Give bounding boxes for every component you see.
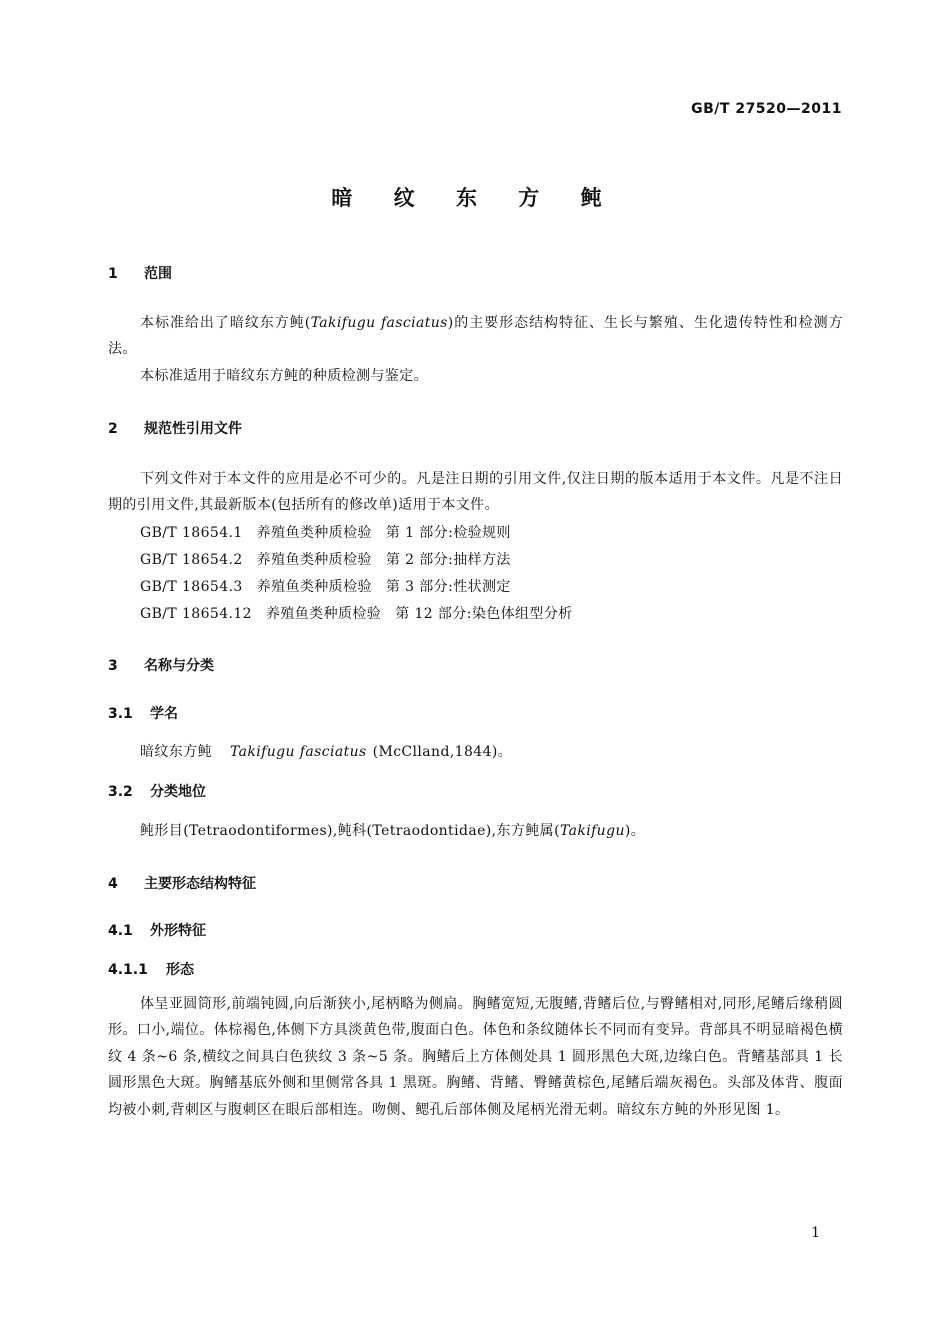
section-4-1-1-heading	[108, 959, 194, 979]
reference-item: GB/T 18654.12 养殖鱼类种质检验 第 12 部分:染色体组型分析	[140, 606, 573, 622]
section-number: 3.1	[108, 706, 133, 722]
scope-paragraph-2: 本标准适用于暗纹东方鲀的种质检测与鉴定。	[140, 368, 428, 384]
normative-refs-paragraph: 下列文件对于本文件的应用是必不可少的。凡是注日期的引用文件,仅注日期的版本适用于本文件。凡是不注日期的引用文件,其最新版本(包括所有的修改单)适用于本文件。	[108, 471, 843, 514]
section-number: 4.1.1	[108, 962, 148, 978]
section-title: 名称与分类	[144, 658, 214, 674]
section-title: 形态	[166, 962, 194, 978]
taxonomy-line: 鲀形目(Tetraodontiformes),鲀科(Tetraodontidae),东方鲀属(Takifugu)。	[140, 823, 646, 839]
section-title: 主要形态结构特征	[144, 876, 256, 892]
page-number: 1	[811, 1225, 820, 1241]
section-2-heading	[108, 418, 242, 438]
morphology-paragraph: 体呈亚圆筒形,前端钝圆,向后渐狭小,尾柄略为侧扁。胸鳍宽短,无腹鳍,背鳍后位,与臀鳍相对,同形,尾鳍后缘稍圆形。口小,端位。体棕褐色,体侧下方具淡黄色带,腹面白色。体色和条纹随体长不同而有变异。背部具不明显暗褐色横纹 4 条~6 条,横纹之间具白色狭纹 3 条~5 条。胸鳍后上方体侧处具 1 圆形黑色大斑,边缘白色。背鳍基部具 1 长圆形黑色大斑。胸鳍基底外侧和里侧常各具 1 黑斑。胸鳍、背鳍、臀鳍黄棕色,尾鳍后端灰褐色。头部及体背、腹面均被小刺,背刺区与腹刺区在眼后部相连。吻侧、鳃孔后部体侧及尾柄光滑无刺。暗纹东方鲀的外形见图 1。	[108, 996, 843, 1118]
section-title: 外形特征	[150, 923, 206, 939]
section-title: 分类地位	[150, 784, 206, 800]
section-3-1-heading	[108, 703, 178, 723]
reference-item: GB/T 18654.1 养殖鱼类种质检验 第 1 部分:检验规则	[140, 525, 511, 541]
reference-item: GB/T 18654.3 养殖鱼类种质检验 第 3 部分:性状测定	[140, 579, 511, 595]
latin-name: Takifugu fasciatus	[310, 315, 448, 331]
section-number: 1	[108, 266, 118, 282]
latin-name: Takifugu fasciatus	[230, 744, 367, 760]
section-title: 规范性引用文件	[144, 421, 242, 437]
reference-item: GB/T 18654.2 养殖鱼类种质检验 第 2 部分:抽样方法	[140, 552, 511, 568]
section-number: 4	[108, 876, 118, 892]
section-number: 3.2	[108, 784, 133, 800]
scope-paragraph-1: 本标准给出了暗纹东方鲀(Takifugu fasciatus)的主要形态结构特征、生长与繁殖、生化遗传特性和检测方法。	[108, 315, 843, 358]
standard-code: GB/T 27520—2011	[691, 101, 842, 117]
section-1-heading	[108, 263, 172, 283]
section-title: 范围	[144, 266, 172, 282]
section-number: 3	[108, 658, 118, 674]
section-4-1-heading	[108, 920, 206, 940]
section-3-heading	[108, 655, 214, 675]
genus-name: Takifugu	[559, 823, 625, 839]
page-title: 暗 纹 东 方 鲀	[331, 186, 619, 210]
section-4-heading	[108, 873, 256, 893]
scientific-name-line: 暗纹东方鲀 Takifugu fasciatus (McClland,1844)。	[140, 744, 513, 760]
section-3-2-heading	[108, 781, 206, 801]
section-number: 2	[108, 421, 118, 437]
section-number: 4.1	[108, 923, 133, 939]
section-title: 学名	[150, 706, 178, 722]
